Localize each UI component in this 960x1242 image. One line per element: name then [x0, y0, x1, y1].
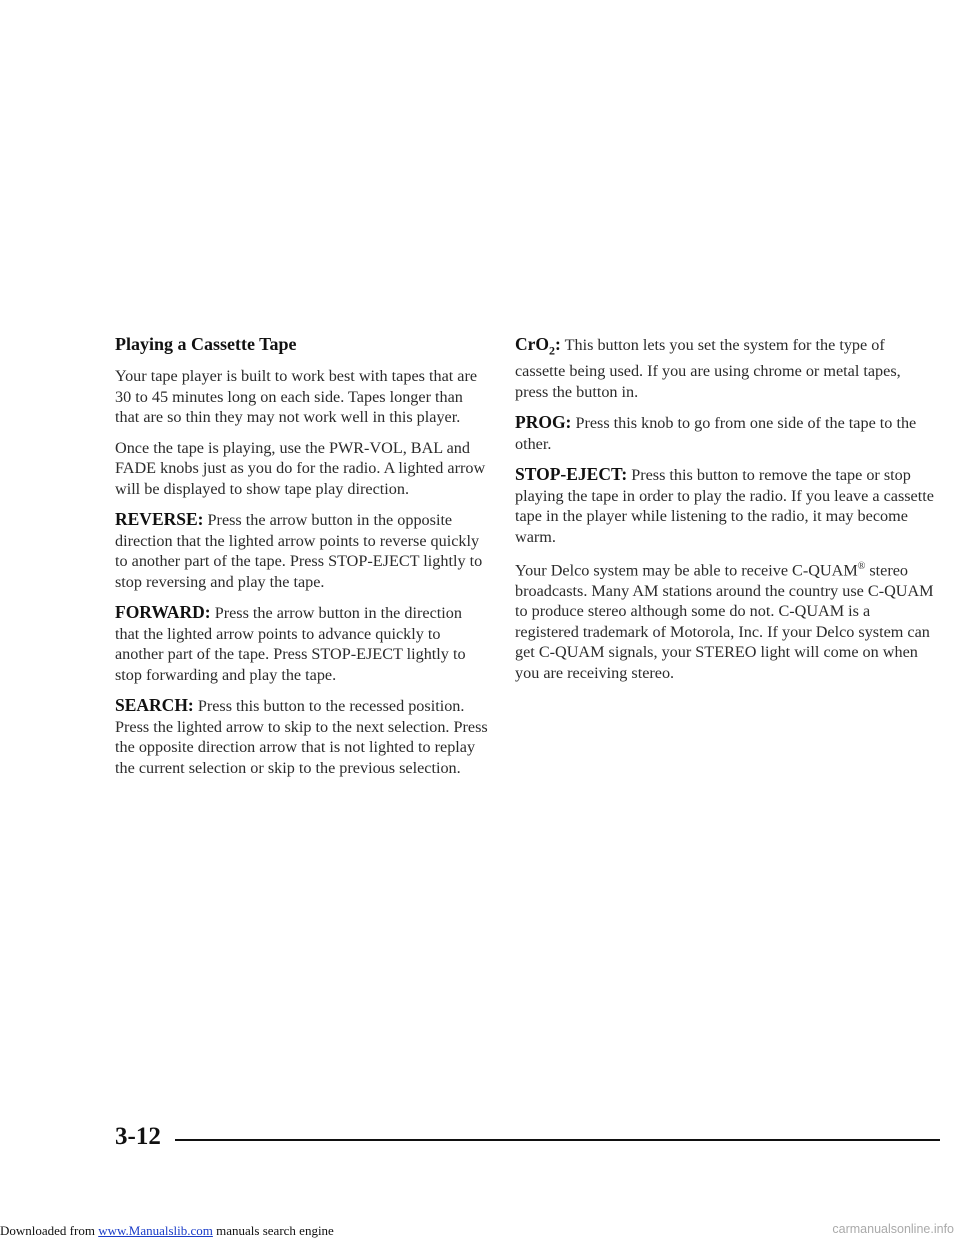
- manualslib-link[interactable]: www.Manualslib.com: [98, 1223, 213, 1238]
- left-column: [115, 334, 490, 788]
- cquam-text-after: stereo broadcasts. Many AM stations around the country use C-QUAM to produce stereo although some do not. C-QUAM is a registered trademark of Motorola, Inc. If your Delco system can get C-QUAM signals, your STEREO light will come on when you are receiving stereo.: [515, 561, 934, 682]
- reverse-paragraph: [115, 509, 490, 592]
- cro2-paragraph: [515, 334, 935, 402]
- search-term: SEARCH:: [115, 695, 194, 715]
- prog-paragraph: [515, 412, 935, 454]
- intro-paragraph: Your tape player is built to work best with tapes that are 30 to 45 minutes long on each side. Tapes longer than that are so thin they may not work well in this player.: [115, 367, 478, 426]
- forward-paragraph: [115, 602, 490, 685]
- watermark-text: carmanualsonline.info: [832, 1222, 954, 1236]
- cro2-term: [515, 334, 561, 358]
- forward-text: Press the arrow button in the direction that the lighted arrow points to advance quickly to another part of the tape. Press STOP-EJECT lightly to stop forwarding and play the tape.: [115, 604, 466, 684]
- right-column: [515, 334, 935, 693]
- forward-term: FORWARD:: [115, 602, 211, 622]
- cro2-text: This button lets you set the system for the type of cassette being used. If you are using chrome or metal tapes, press the button in.: [515, 336, 901, 401]
- download-banner: [0, 1223, 334, 1239]
- cquam-paragraph: [515, 557, 935, 683]
- page-footer: [115, 1123, 940, 1153]
- cro2-term-colon: :: [555, 334, 561, 354]
- playing-paragraph: Once the tape is playing, use the PWR-VOL, BAL and FADE knobs just as you do for the radio. A lighted arrow will be displayed to show tape play direction.: [115, 438, 486, 498]
- registered-mark: ®: [857, 561, 866, 572]
- download-suffix: manuals search engine: [212, 1223, 334, 1238]
- stop-eject-text: Press this button to remove the tape or stop playing the tape in order to play the radio. If you leave a cassette tape in the player while listening to the radio, it may become warm.: [515, 466, 934, 546]
- cro2-term-main: CrO: [515, 334, 550, 354]
- search-paragraph: [115, 695, 490, 778]
- cro2-term-subscript: 2: [549, 343, 556, 358]
- footer-rule: [175, 1139, 940, 1141]
- stop-eject-term: STOP-EJECT:: [515, 464, 628, 484]
- prog-text: Press this knob to go from one side of the tape to the other.: [515, 414, 917, 453]
- page-number: 3-12: [115, 1123, 161, 1150]
- section-heading: Playing a Cassette Tape: [115, 334, 297, 354]
- search-text: Press this button to the recessed position. Press the lighted arrow to skip to the next selection. Press the opposite direction arrow that is not lighted to replay the current selection or skip to the previous selection.: [115, 697, 488, 777]
- prog-term: PROG:: [515, 412, 572, 432]
- reverse-text: Press the arrow button in the opposite direction that the lighted arrow points to reverse quickly to another part of the tape. Press STOP-EJECT lightly to stop reversing and play the tape.: [115, 511, 483, 591]
- cquam-text-before: Your Delco system may be able to receive C-QUAM: [515, 561, 858, 580]
- reverse-term: REVERSE:: [115, 509, 204, 529]
- download-prefix: Downloaded from: [0, 1223, 99, 1238]
- stop-eject-paragraph: [515, 464, 935, 547]
